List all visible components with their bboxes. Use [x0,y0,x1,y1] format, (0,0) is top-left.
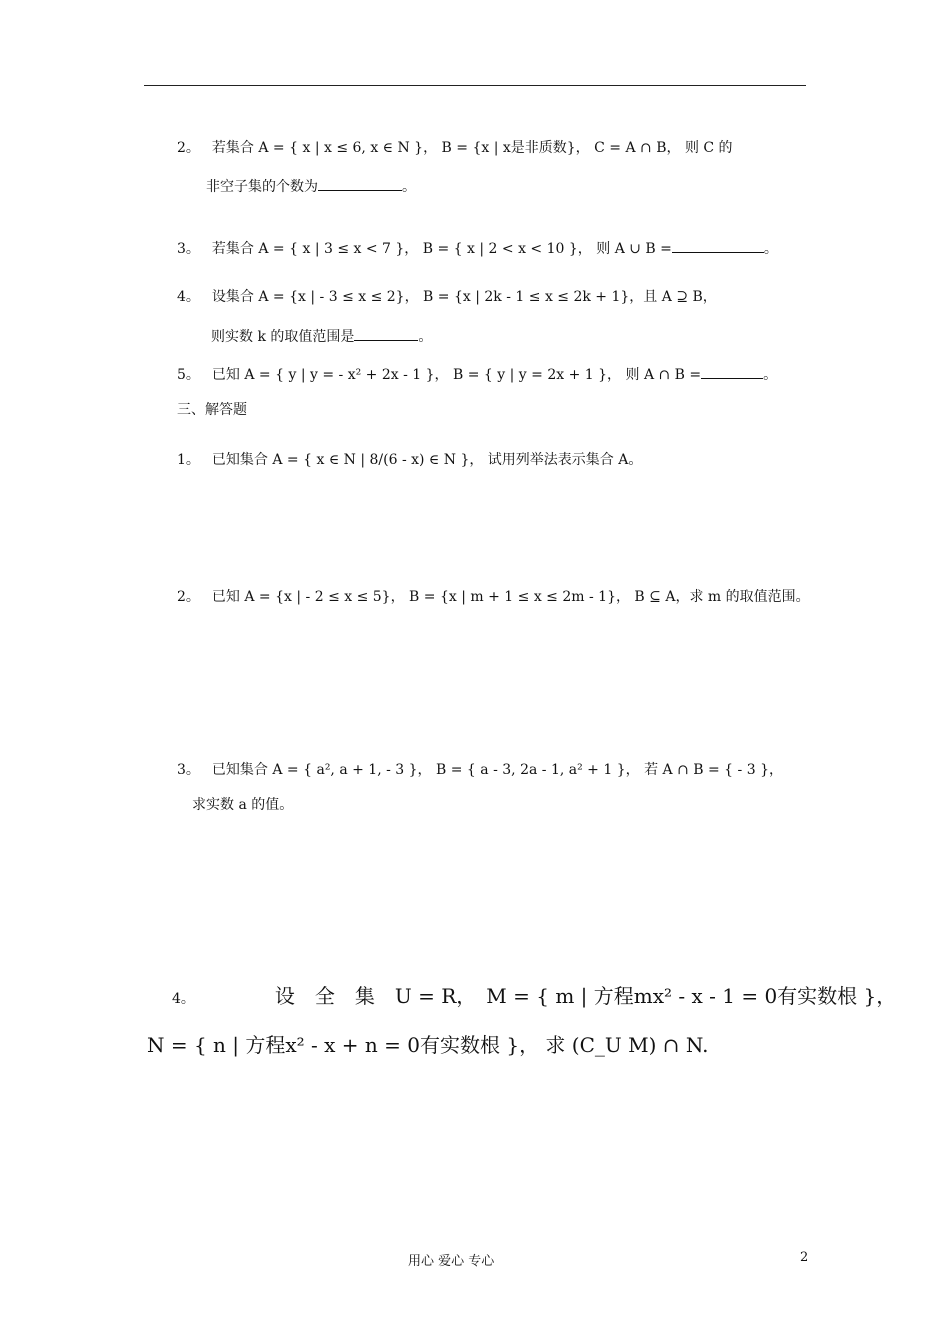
problem-number: 2。 [177,589,200,605]
answer-problem-1 [177,453,642,467]
problem-number: 3。 [177,241,200,257]
problem-number: 1。 [177,452,200,468]
header-rule [144,85,806,86]
problem-number: 4。 [172,991,195,1007]
answer-blank[interactable] [672,240,764,253]
answer-problem-4-continuation [147,1035,708,1055]
problem-2 [177,141,733,155]
problem-text: 求实数 a 的值。 [192,797,294,813]
problem-text: 若集合 A = { x | 3 ≤ x < 7 }， B = { x | 2 < x < 10 }， 则 A ∪ B = [211,241,672,257]
problem-text: 设集合 A = {x | - 3 ≤ x ≤ 2}， B = {x | 2k - 1 ≤ x ≤ 2k + 1}，且 A ⊇ B， [211,289,717,305]
page-number: 2 [800,1250,809,1265]
answer-problem-3-continuation [192,798,293,812]
answer-problem-2 [177,590,810,604]
answer-blank[interactable] [354,328,418,341]
problem-text: N = { n | 方程x² - x + n = 0有实数根 }， 求 (C_U M) ∩ N. [147,1033,709,1057]
problem-2-continuation: 非空子集的个数为 。 [206,179,416,195]
problem-5: 5。 已知 A = { y | y = - x² + 2x - 1 }， B = { y | y = 2x + 1 }， 则 A ∩ B = 。 [177,367,778,383]
problem-number: 3。 [177,762,200,778]
answer-blank[interactable] [318,178,402,191]
problem-number: 4。 [177,289,200,305]
problem-text: 若集合 A = { x | x ≤ 6, x ∈ N }， B = {x | x是非质数}， C = A ∩ B， 则 C 的 [211,140,733,156]
problem-4-continuation: 则实数 k 的取值范围是 。 [211,329,433,345]
answer-blank[interactable] [701,366,763,379]
section-heading: 三、解答题 [177,402,247,418]
problem-4 [177,290,717,304]
problem-text: 非空子集的个数为 [206,179,318,195]
problem-3: 3。 若集合 A = { x | 3 ≤ x < 7 }， B = { x | 2 < x < 10 }， 则 A ∪ B = 。 [177,241,778,257]
answer-problem-4 [172,986,896,1006]
answer-problem-3 [177,763,783,777]
problem-text: 已知 A = {x | - 2 ≤ x ≤ 5}， B = {x | m + 1 ≤ x ≤ 2m - 1}， B ⊆ A，求 m 的取值范围。 [211,589,810,605]
problem-text: 已知集合 A = { a², a + 1, - 3 }， B = { a - 3, 2a - 1, a² + 1 }， 若 A ∩ B = { - 3 }， [211,762,783,778]
problem-number: 2。 [177,140,200,156]
problem-text: 已知集合 A = { x ∈ N | 8/(6 - x) ∈ N }， 试用列举法表示集合 A。 [211,452,643,468]
footer-slogan: 用心 爱心 专心 [408,1254,495,1269]
problem-text: 则实数 k 的取值范围是 [211,329,355,345]
problem-text: 设 全 集 U = R， M = { m | 方程mx² - x - 1 = 0有实数根 }， [274,984,897,1008]
problem-number: 5。 [177,367,200,383]
problem-text: 已知 A = { y | y = - x² + 2x - 1 }， B = { y | y = 2x + 1 }， 则 A ∩ B = [211,367,702,383]
